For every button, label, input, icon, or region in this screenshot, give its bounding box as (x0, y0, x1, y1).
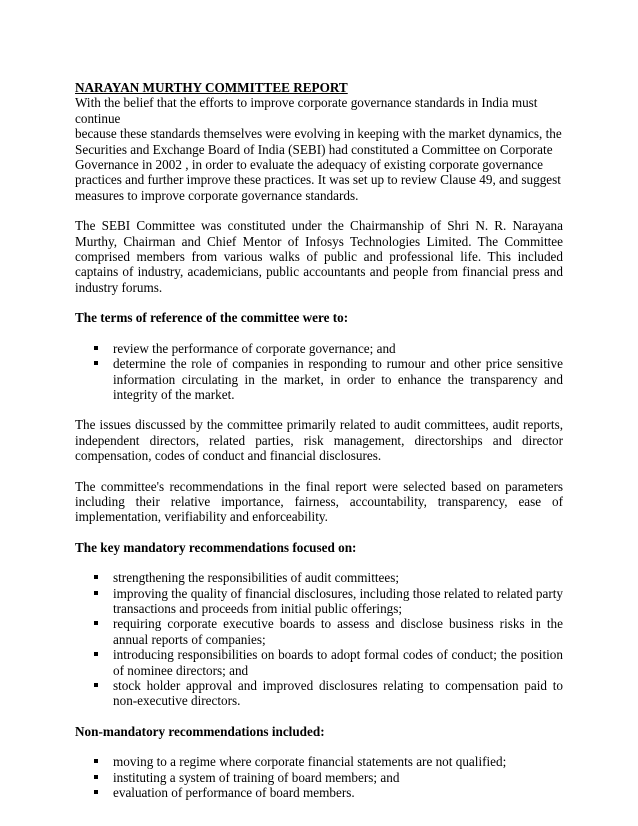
intro-paragraph (75, 95, 563, 203)
intro-line: measures to improve corporate governance standards. (75, 187, 359, 203)
list-item: introducing responsibilities on boards to adopt formal codes of conduct; the position of nominee directors; and (113, 647, 563, 678)
list-item: moving to a regime where corporate financial statements are not qualified; (113, 754, 563, 769)
nonmandatory-heading: Non-mandatory recommendations included: (75, 723, 325, 739)
intro-line: With the belief that the efforts to improve corporate governance standards in India must continue (75, 95, 538, 126)
document-page (75, 80, 563, 800)
list-item: strengthening the responsibilities of audit committees; (113, 570, 563, 585)
intro-line: Governance in 2002 , in order to evaluate the adequacy of existing corporate governance (75, 157, 543, 173)
committee-paragraph: The SEBI Committee was constituted under the Chairmanship of Shri N. R. Narayana Murthy, Chairman and Chief Mentor of Infosys Technologies Limited. The Committee comprised members from various walks of public and professional life. This included captains of industry, academicians, public accountants and people from financial press and industry forums. (75, 218, 563, 295)
mandatory-list (75, 570, 563, 709)
mandatory-heading: The key mandatory recommendations focused on: (75, 539, 357, 555)
intro-line: because these standards themselves were evolving in keeping with the market dynamics, the (75, 126, 562, 142)
nonmandatory-list (75, 754, 563, 800)
list-item: requiring corporate executive boards to assess and disclose business risks in the annual reports of companies; (113, 616, 563, 647)
list-item: review the performance of corporate governance; and (113, 341, 563, 356)
list-item: stock holder approval and improved disclosures relating to compensation paid to non-executive directors. (113, 678, 563, 709)
intro-line: Securities and Exchange Board of India (SEBI) had constituted a Committee on Corporate (75, 141, 553, 157)
list-item: determine the role of companies in responding to rumour and other price sensitive information circulating in the market, in order to enhance the transparency and integrity of the market. (113, 356, 563, 402)
issues-paragraph: The issues discussed by the committee primarily related to audit committees, audit reports, independent directors, related parties, risk management, directorships and director compensation, codes of conduct and financial disclosures. (75, 417, 563, 464)
list-item: improving the quality of financial disclosures, including those related to related party transactions and proceeds from initial public offerings; (113, 585, 563, 616)
terms-heading: The terms of reference of the committee were to: (75, 310, 349, 326)
report-title: NARAYAN MURTHY COMMITTEE REPORT (75, 80, 348, 95)
recommendations-paragraph: The committee's recommendations in the final report were selected based on parameters including their relative importance, fairness, accountability, transparency, ease of implementation, verifiability and enforceability. (75, 478, 563, 525)
list-item: instituting a system of training of board members; and (113, 770, 563, 785)
terms-list (75, 341, 563, 403)
list-item: evaluation of performance of board members. (113, 785, 563, 800)
intro-line: practices and further improve these practices. It was set up to review Clause 49, and suggest (75, 172, 561, 188)
